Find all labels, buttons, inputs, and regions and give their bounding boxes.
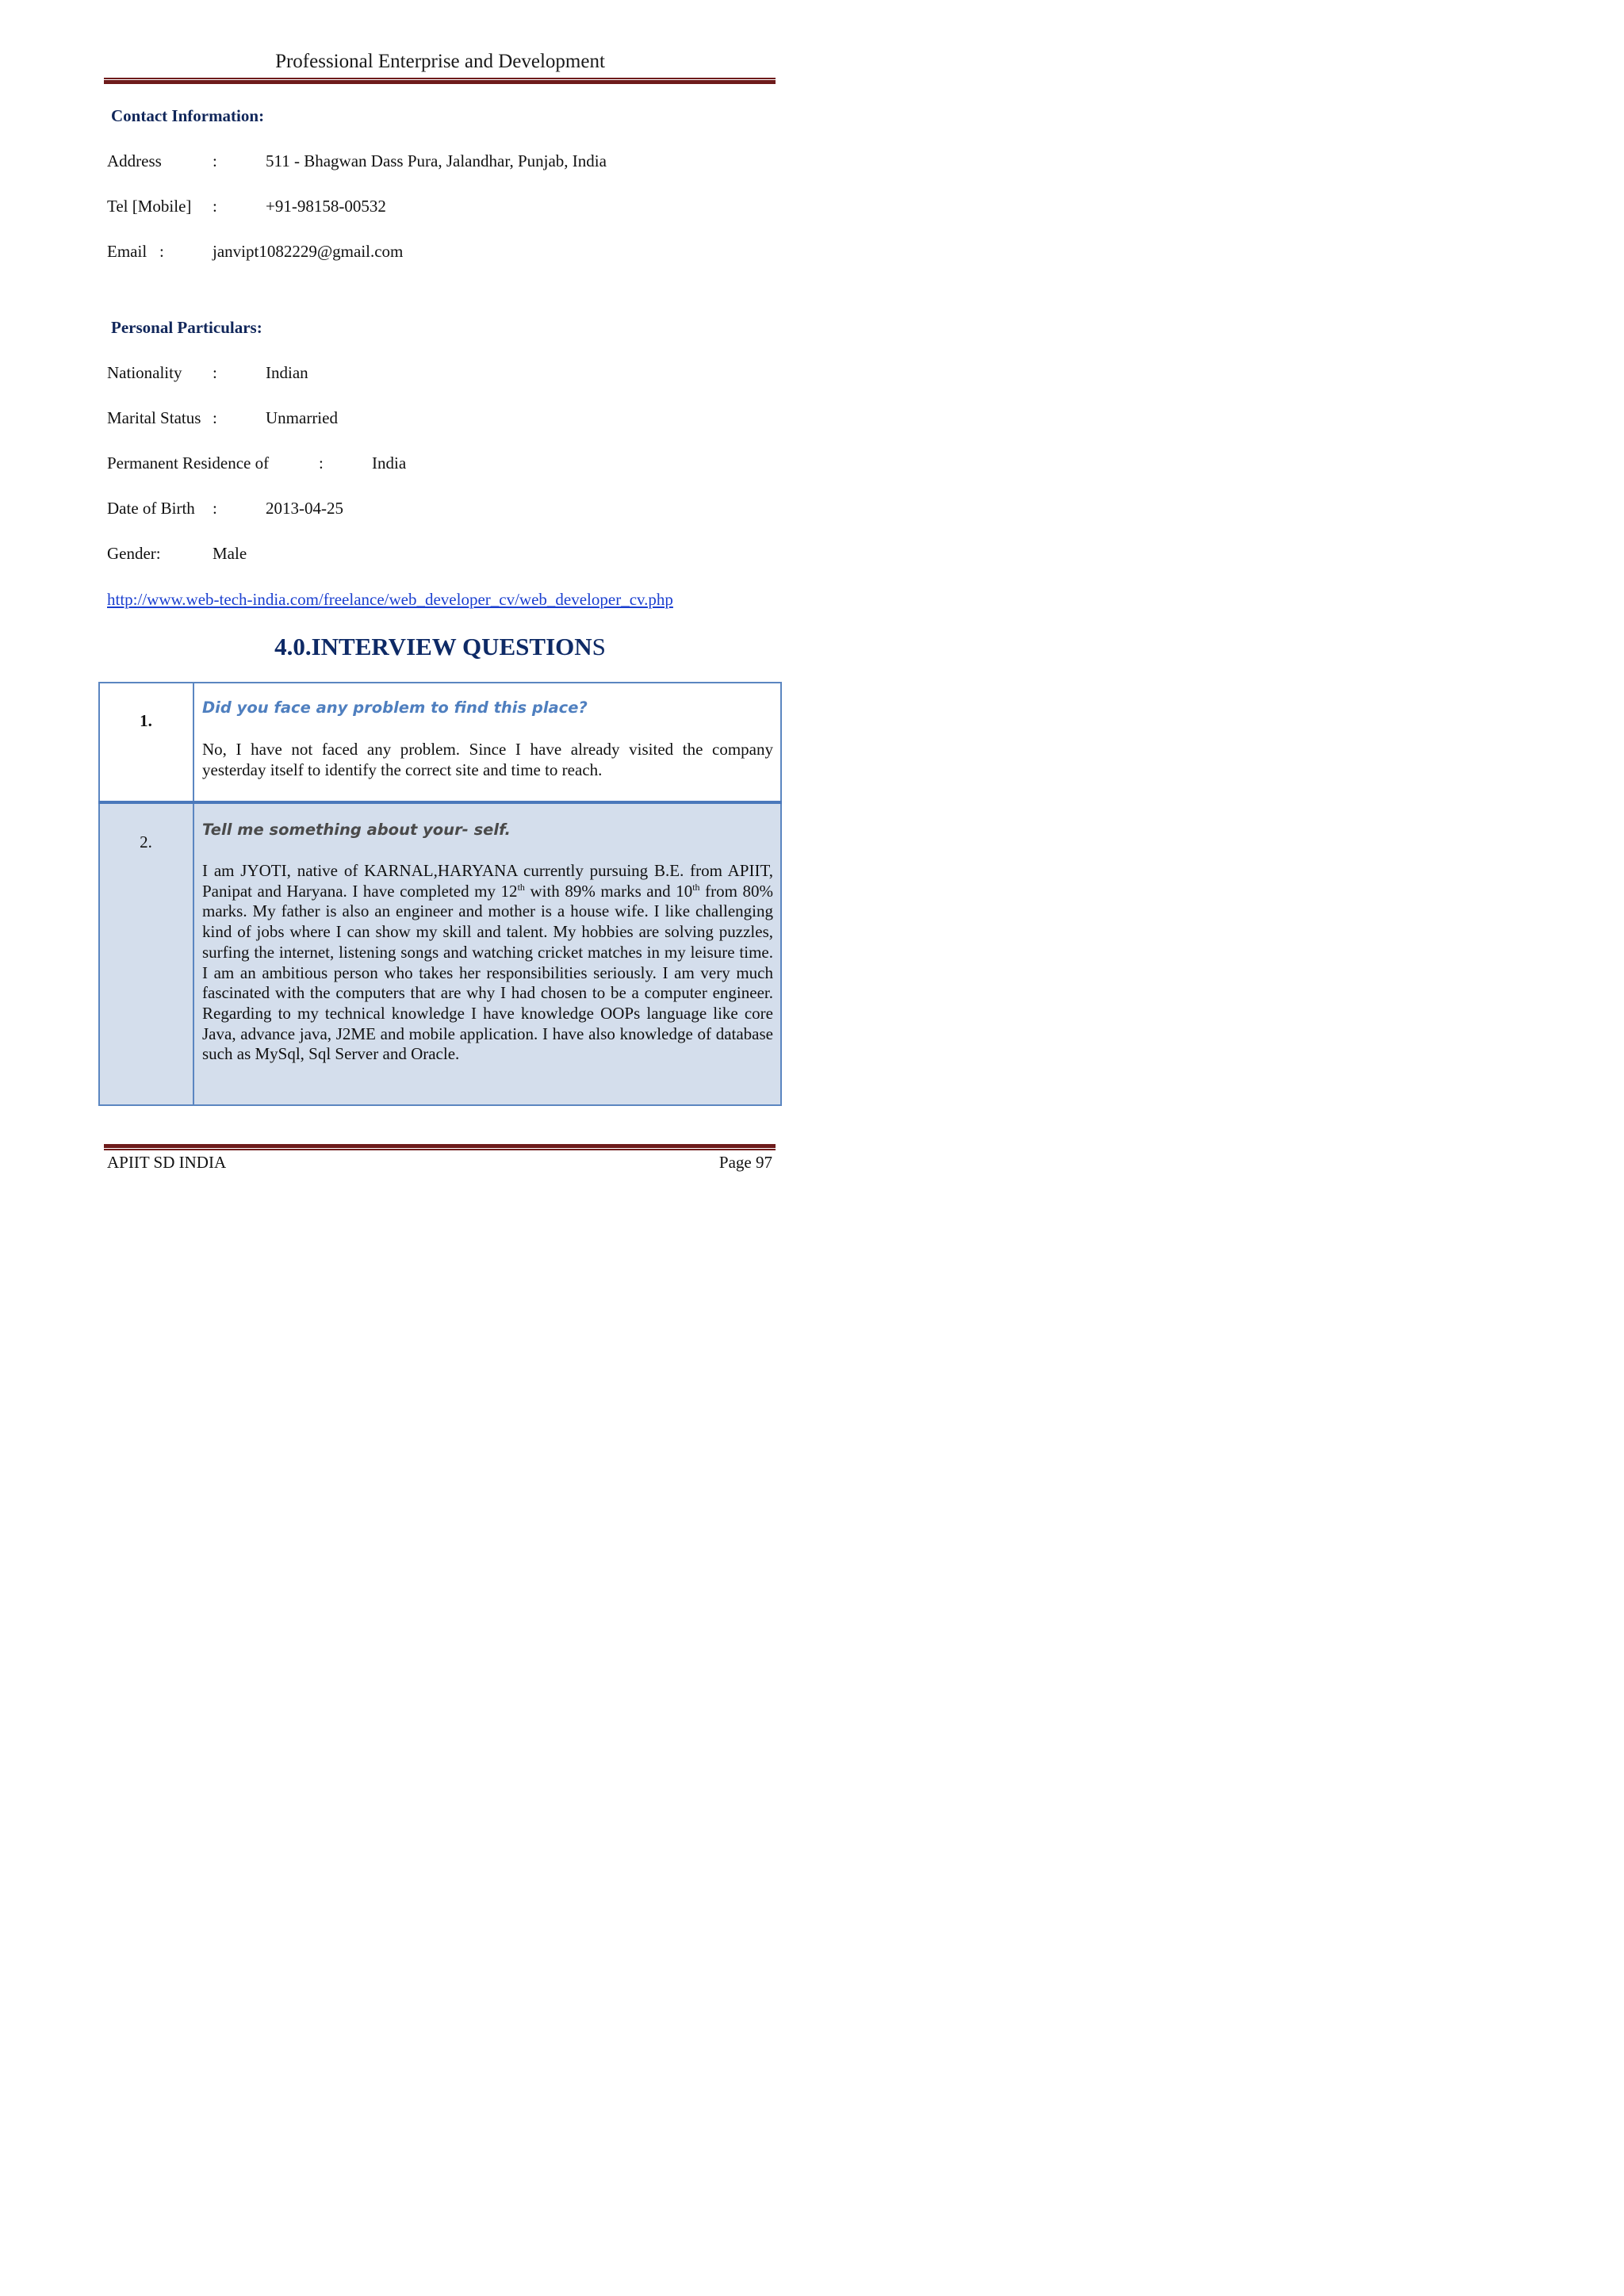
email-label: Email [107,242,147,261]
header-rule [104,78,776,79]
nationality-separator: : [213,363,217,382]
residence-separator: : [319,453,324,473]
interview-questions-heading [0,633,880,661]
ordinal-superscript: th [517,881,525,893]
marital-separator: : [213,408,217,427]
address-label: Address [107,151,162,170]
question-text: Did you face any problem to find this place? [202,698,588,717]
nationality-value: Indian [266,363,308,382]
residence-value: India [372,453,407,473]
address-separator: : [213,151,217,170]
tel-value: +91-98158-00532 [266,197,386,216]
gender-value: Male [213,544,247,563]
page-number: Page 97 [718,1153,772,1172]
ordinal-superscript: th [692,881,700,893]
page-header-title: Professional Enterprise and Development [275,51,605,72]
answer-part: I am JYOTI, native of KARNAL,HARYANA currently pursuing B.E. from APIIT, Panipat and Haryana. I have completed my 12 [202,861,773,901]
qa-row-divider [98,801,782,804]
question-number: 2. [140,832,152,851]
email-separator: : [159,242,164,261]
personal-heading: Personal Particulars: [111,318,262,337]
nationality-label: Nationality [107,363,182,382]
question-text: Tell me something about your- self. [202,821,511,839]
tel-separator: : [213,197,217,216]
answer-part: with 89% marks and 10 [524,881,693,901]
marital-value: Unmarried [266,408,338,427]
email-value: janvipt1082229@gmail.com [213,242,404,261]
header-rule-thick [104,80,776,84]
address-value: 511 - Bhagwan Dass Pura, Jalandhar, Punjab, India [266,151,607,170]
qa-column-divider [193,682,194,1106]
heading-tail-text: S [592,633,606,660]
marital-label: Marital Status [107,408,201,427]
cv-source-link[interactable]: http://www.web-tech-india.com/freelance/web_developer_cv/web_developer_cv.php [107,590,673,609]
heading-main-text: 4.0.INTERVIEW QUESTION [274,633,592,660]
footer-rule [104,1149,776,1150]
dob-value: 2013-04-25 [266,499,343,518]
contact-heading: Contact Information: [111,106,265,125]
dob-label: Date of Birth [107,499,195,518]
answer-text [202,861,773,1065]
footer-rule-thick [104,1144,776,1148]
footer-organization: APIIT SD INDIA [107,1153,227,1172]
tel-label: Tel [Mobile] [107,197,192,216]
dob-separator: : [213,499,217,518]
question-number: 1. [140,711,152,730]
residence-label: Permanent Residence of [107,453,270,473]
answer-part: from 80% marks. My father is also an engineer and mother is a house wife. I like challenging kind of jobs where I can show my skill and talent. My hobbies are solving puzzles, surfing the internet, listening songs and watching cricket matches in my leisure time. I am an ambitious person who takes her responsibilities seriously. I am very much fascinated with the computers that are why I had chosen to be a computer engineer. Regarding to my technical knowledge I have knowledge OOPs language like core Java, advance java, J2ME and mobile application. I have also knowledge of database such as MySql, Sql Server and Oracle. [202,881,773,1064]
answer-text: No, I have not faced any problem. Since I have already visited the company yesterday itself to identify the correct site and time to reach. [202,740,773,779]
gender-label: Gender: [107,544,161,563]
